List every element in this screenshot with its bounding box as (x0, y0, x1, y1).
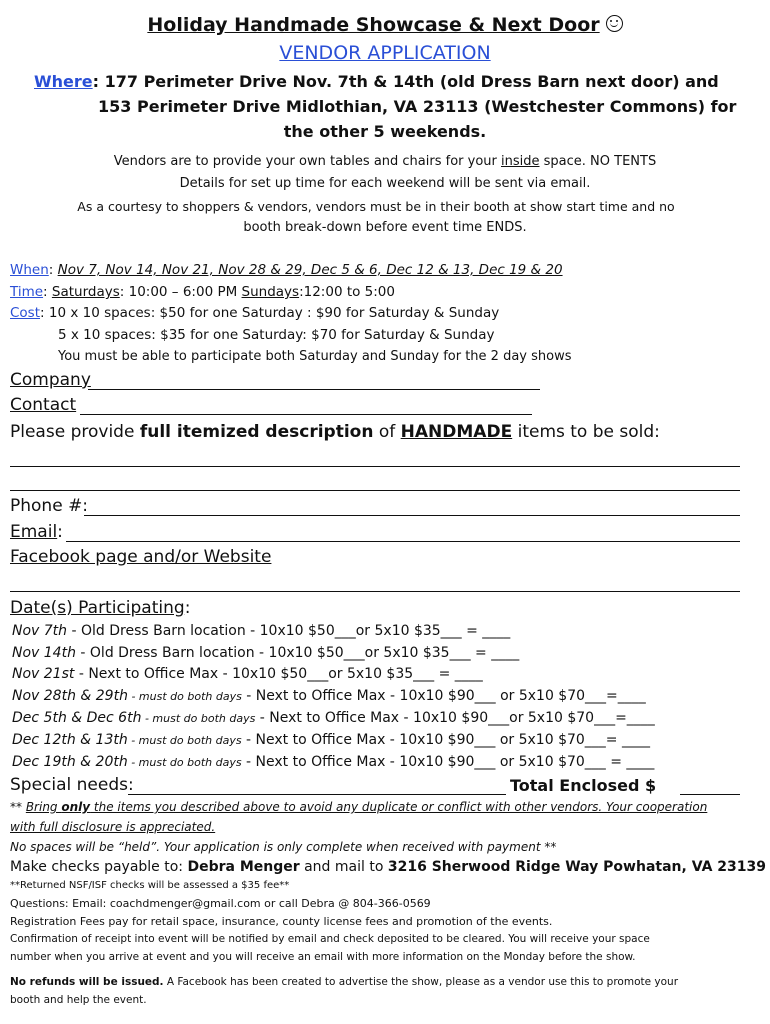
company-label: Company (10, 370, 91, 390)
confirm-note-2: number when you arrive at event and you will receive an email with more information on the Monday before the show. (10, 951, 636, 963)
note-courtesy: As a courtesy to shoppers & vendors, vendors must be in their booth at show start time and no (77, 199, 675, 214)
time-line: Time: Saturdays: 10:00 – 6:00 PM Sundays:12:00 to 5:00 (10, 284, 395, 300)
description-field-line-1[interactable] (10, 466, 740, 467)
held-note: No spaces will be “held”. Your application is only complete when received with payment ** (10, 840, 557, 854)
where-line-2: 153 Perimeter Drive Midlothian, VA 23113 (Westchester Commons) for (98, 97, 737, 116)
where-line-3: the other 5 weekends. (283, 122, 487, 141)
date-row-nov-7: Nov 7th - Old Dress Barn location - 10x10 $50___or 5x10 $35___ = ____ (12, 623, 511, 639)
page-title (0, 14, 770, 36)
when-line: When: Nov 7, Nov 14, Nov 21, Nov 28 & 29, Dec 5 & 6, Dec 12 & 13, Dec 19 & 20 (10, 262, 563, 278)
description-prompt: Please provide full itemized description of HANDMADE items to be sold: (10, 422, 660, 442)
nsf-note: **Returned NSF/ISF checks will be assessed a $35 fee** (10, 880, 290, 891)
inside-text: inside (501, 154, 540, 169)
special-needs-label: Special needs: (10, 775, 134, 795)
dates-label: Date(s) Participating: (10, 598, 191, 618)
total-enclosed-label: Total Enclosed $ (510, 776, 657, 795)
description-field-line-2[interactable] (10, 490, 740, 491)
confirm-note-1: Confirmation of receipt into event will be notified by email and check deposited to be cleared. You will receive your space (10, 933, 650, 945)
date-row-nov-21: Nov 21st - Next to Office Max - 10x10 $50___or 5x10 $35___ = ____ (12, 666, 483, 682)
cost-line-2: 5 x 10 spaces: $35 for one Saturday: $70 for Saturday & Sunday (58, 327, 495, 343)
note-setup: Details for set up time for each weekend will be sent via email. (179, 176, 591, 191)
date-row-dec-5: Dec 5th & Dec 6th - must do both days - Next to Office Max - 10x10 $90___or 5x10 $70___=____ (12, 710, 655, 726)
refunds-note-2: booth and help the event. (10, 994, 147, 1006)
total-enclosed-field[interactable] (680, 794, 740, 795)
date-row-nov-28: Nov 28th & 29th - must do both days - Next to Office Max - 10x10 $90___ or 5x10 $70___=____ (12, 688, 646, 704)
refunds-note-1: No refunds will be issued. A Facebook has been created to advertise the show, please as a vendor use this to promote your (10, 976, 679, 988)
where-line-1: Where: 177 Perimeter Drive Nov. 7th & 14th (old Dress Barn next door) and (34, 72, 719, 91)
facebook-field[interactable] (10, 591, 740, 592)
date-row-dec-19: Dec 19th & 20th - must do both days - Next to Office Max - 10x10 $90___ or 5x10 $70___ = ____ (12, 754, 655, 770)
checks-line: Make checks payable to: Debra Menger and mail to 3216 Sherwood Ridge Way Powhatan, VA 23139 (10, 859, 766, 875)
time-saturdays: Saturdays (51, 284, 120, 300)
company-field[interactable] (88, 389, 540, 390)
email-field[interactable] (66, 541, 740, 542)
cost-line-3: You must be able to participate both Saturday and Sunday for the 2 day shows (58, 349, 572, 364)
phone-field[interactable] (84, 515, 740, 516)
contact-field[interactable] (80, 414, 532, 415)
subtitle-text: VENDOR APPLICATION (279, 42, 491, 64)
where-text-1: 177 Perimeter Drive Nov. 7th & 14th (old Dress Barn next door) and (104, 72, 719, 91)
smiley-icon (606, 15, 623, 32)
title-text: Holiday Handmade Showcase & Next Door (147, 14, 600, 36)
cost-line-1: Cost: 10 x 10 spaces: $50 for one Saturday : $90 for Saturday & Sunday (10, 305, 500, 321)
date-row-dec-12: Dec 12th & 13th - must do both days - Next to Office Max - 10x10 $90___ or 5x10 $70___= ____ (12, 732, 650, 748)
phone-label: Phone #: (10, 496, 89, 516)
time-label: Time (10, 284, 44, 300)
bring-note-1: ** Bring only the items you described above to avoid any duplicate or conflict with other vendors. Your cooperation (10, 800, 708, 814)
when-value: Nov 7, Nov 14, Nov 21, Nov 28 & 29, Dec 5 & 6, Dec 12 & 13, Dec 19 & 20 (57, 262, 563, 278)
note-tables: Vendors are to provide your own tables and chairs for your inside space. NO TENTS (113, 154, 657, 169)
where-label: Where (34, 72, 93, 91)
bring-note-2: with full disclosure is appreciated. (10, 820, 216, 834)
fees-note: Registration Fees pay for retail space, insurance, county license fees and promotion of the events. (10, 915, 553, 928)
subtitle (0, 42, 770, 64)
when-label: When (10, 262, 49, 278)
special-needs-field[interactable] (128, 794, 506, 795)
note-breakdown: booth break-down before event time ENDS. (243, 220, 527, 235)
cost-label: Cost (10, 305, 41, 321)
questions-note: Questions: Email: coachdmenger@gmail.com or call Debra @ 804-366-0569 (10, 897, 431, 910)
date-row-nov-14: Nov 14th - Old Dress Barn location - 10x10 $50___or 5x10 $35___ = ____ (12, 645, 520, 661)
time-sundays: Sundays (241, 284, 300, 300)
email-label: Email: (10, 522, 63, 542)
contact-label: Contact (10, 395, 77, 415)
facebook-label: Facebook page and/or Website (10, 547, 272, 567)
